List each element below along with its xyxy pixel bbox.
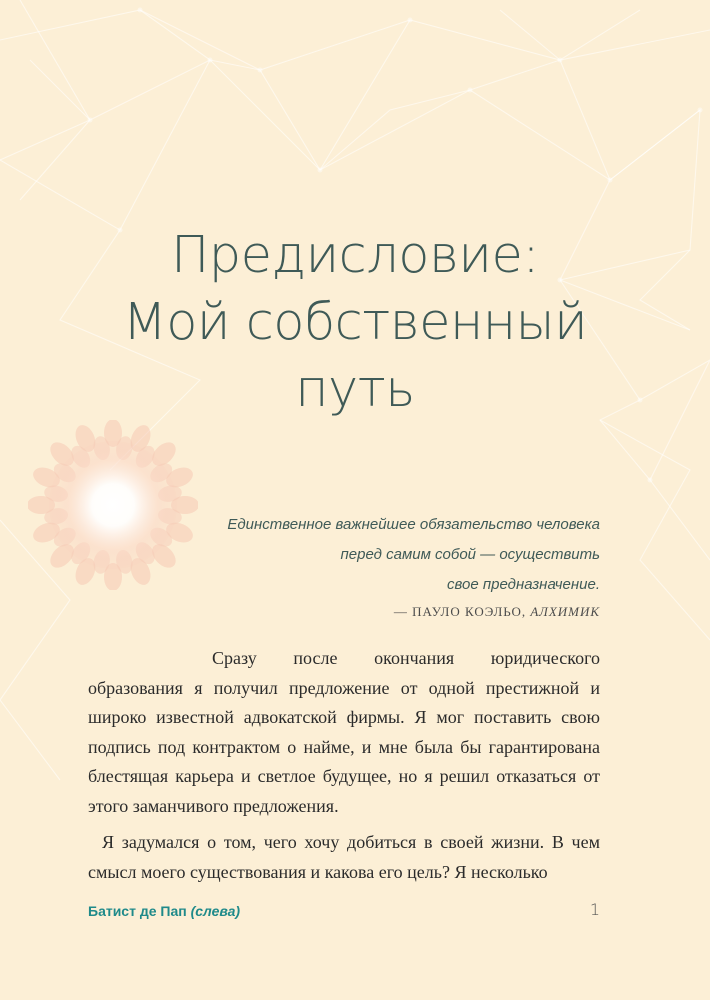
epigraph-work: АЛХИМИК <box>530 604 600 619</box>
epigraph-line: Единственное важнейшее обязательство человека <box>227 516 600 533</box>
caption-name: Батист де Пап <box>88 903 187 919</box>
epigraph-author: — ПАУЛО КОЭЛЬО, <box>393 604 527 619</box>
title-line: Мой собственный <box>122 293 588 352</box>
epigraph <box>227 510 600 625</box>
epigraph-attribution <box>227 599 600 625</box>
body-paragraph: Сразу после окончания юридического образования я получил предложение от одной престижной и широко известной адвокатской фирмы. Я мог поставить свою подпись под контрактом о найме, и мне была бы гарантирована блестящая карьера и светлое будущее, но я решил отказаться от этого заманчивого предложения. <box>88 648 600 816</box>
title-line: Предисловие: <box>170 226 540 285</box>
title-line: путь <box>295 360 415 419</box>
epigraph-line: перед самим собой — осуществить <box>340 546 600 563</box>
epigraph-line: свое предназначение. <box>447 576 600 593</box>
mandala-icon <box>28 420 198 590</box>
body-text <box>88 644 600 894</box>
page-number: 1 <box>589 900 600 919</box>
photo-caption <box>88 903 240 919</box>
page-title <box>0 222 710 423</box>
caption-note: (слева) <box>190 903 241 919</box>
body-paragraph: Я задумался о том, чего хочу добиться в своей жизни. В чем смысл моего существования и какова его цель? Я несколько <box>88 832 600 882</box>
